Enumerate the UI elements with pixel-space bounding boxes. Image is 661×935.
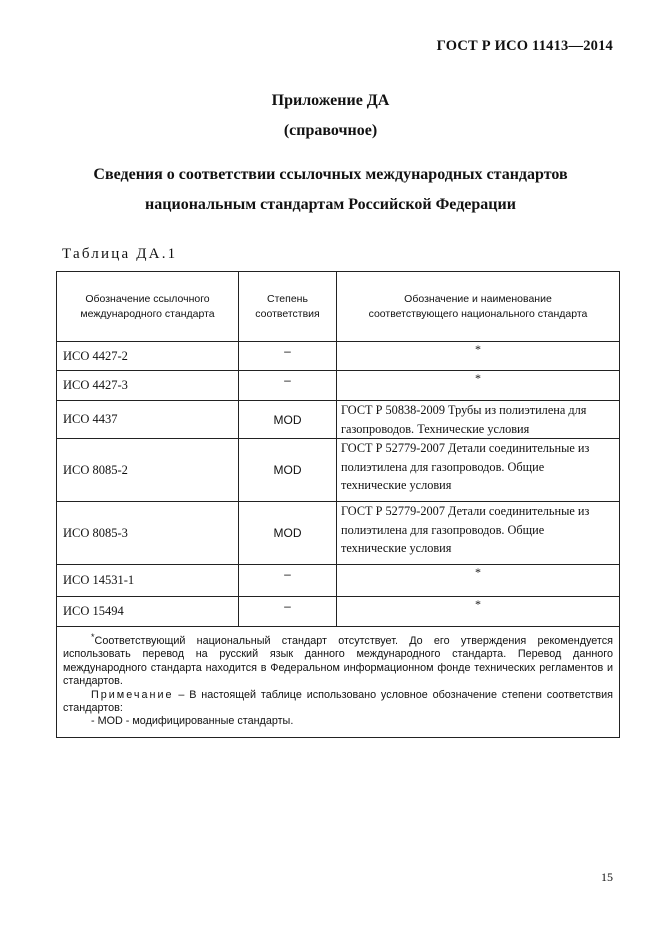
mod-definition: - MOD - модифицированные стандарты. [91,715,294,728]
row-std: ИСО 15494 [57,597,239,627]
header-col2-line2: соответствия [255,307,320,320]
appendix-subtitle: (справочное) [283,122,378,139]
row-degree: MOD [239,502,337,565]
table-row [57,597,620,627]
row-national-line2: полиэтилена для газопроводов. Общие [341,522,545,537]
row-degree: – [239,597,337,627]
row-std: ИСО 4427-3 [57,371,239,401]
table-footnote [57,627,620,738]
header-col2-line1: Степень [267,292,308,305]
row-national: * [337,565,620,597]
row-national-line1: ГОСТ Р 50838-2009 Трубы из полиэтилена для [341,403,587,417]
table-row [57,342,620,371]
table-row [57,371,620,401]
table-row [57,502,620,565]
header-col3-line2: соответствующего национального стандарта [368,307,588,320]
row-std: ИСО 8085-3 [57,502,239,565]
row-national-line2: газопроводов. Технические условия [341,421,530,436]
heading-line-1: Сведения о соответствии ссылочных международных стандартов [93,166,568,183]
header-col1-line2: международного стандарта [80,307,215,320]
row-national: * [337,371,620,401]
row-national [337,502,620,565]
row-degree: – [239,371,337,401]
table-row [57,565,620,597]
row-national-line1: ГОСТ Р 52779-2007 Детали соединительные из [341,441,590,455]
footnote-text: Соответствующий национальный стандарт отсутствует. До его утверждения рекомендуется использовать перевод на русский язык данного международного стандарта. Перевод данного международного стандарта находится в Федеральном информационном фонде технических регламентов и стандартов. [63,635,613,688]
table-header-row [57,272,620,342]
page-number: 15 [601,870,613,884]
row-degree: MOD [239,439,337,502]
row-std: ИСО 4427-2 [57,342,239,371]
row-national-line2: полиэтилена для газопроводов. Общие [341,459,545,474]
standard-code: ГОСТ Р ИСО 11413—2014 [436,38,613,54]
row-std: ИСО 14531-1 [57,565,239,597]
table-caption: Таблица ДА.1 [62,246,178,262]
row-national-line3: технические условия [341,478,452,492]
note-paragraph [63,689,613,716]
note-text: – В настоящей таблице использовано условное обозначение степени соответствия стандартов: [63,688,613,715]
row-national: * [337,597,620,627]
row-std: ИСО 8085-2 [57,439,239,502]
table-row [57,439,620,502]
header-col1-line1: Обозначение ссылочного [85,292,210,305]
row-degree: MOD [239,401,337,439]
heading-line-2: национальным стандартам Российской Федерации [145,196,516,213]
note-label: Примечание [91,688,174,701]
footnote-paragraph [63,632,613,689]
table-footnote-row [57,627,620,738]
row-std: ИСО 4437 [57,401,239,439]
header-col-degree [239,272,337,342]
header-col-national [337,272,620,342]
row-national [337,401,620,439]
row-national-line3: технические условия [341,541,452,555]
row-degree: – [239,565,337,597]
header-col-international [57,272,239,342]
table-row [57,401,620,439]
footnote-star: * [91,632,95,642]
appendix-title: Приложение ДА [271,92,390,109]
row-national-line1: ГОСТ Р 52779-2007 Детали соединительные из [341,504,590,518]
row-degree: – [239,342,337,371]
correspondence-table [56,271,620,738]
header-col3-line1: Обозначение и наименование [404,292,552,305]
row-national [337,439,620,502]
row-national: * [337,342,620,371]
